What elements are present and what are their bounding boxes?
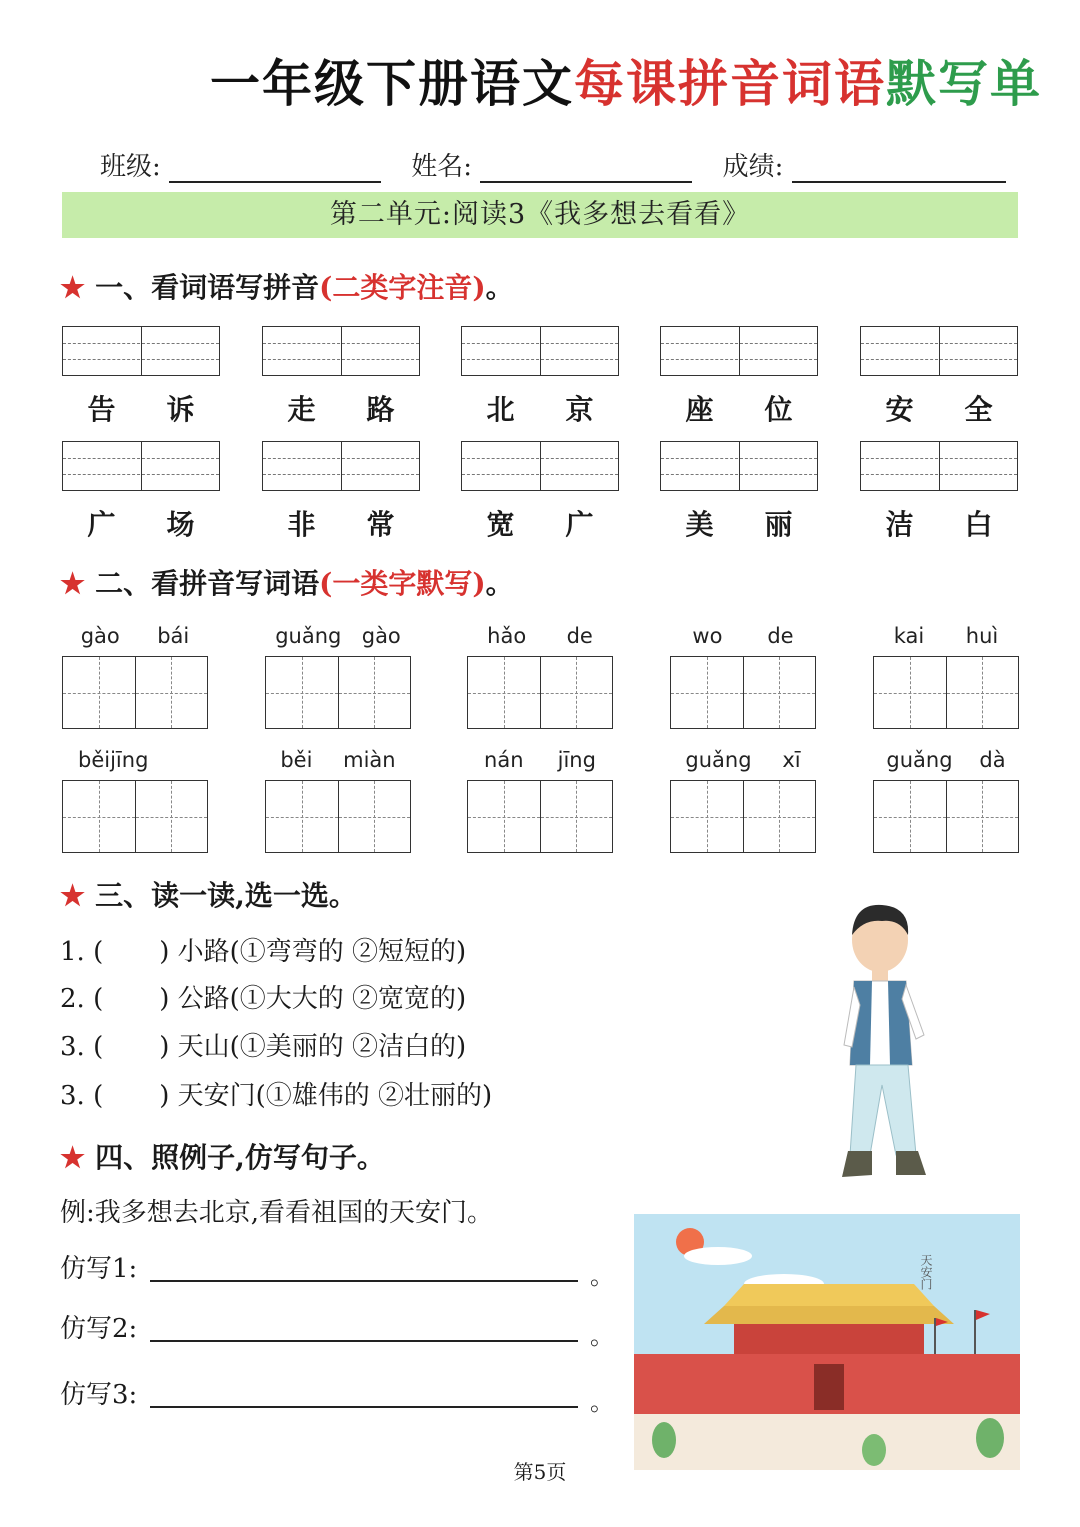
- choice-close: ): [159, 1081, 170, 1111]
- hanzi-char: 北: [486, 393, 515, 426]
- pinyin-grid[interactable]: [860, 441, 1018, 491]
- pinyin-grid[interactable]: [461, 441, 619, 491]
- pinyin-label: [670, 624, 816, 648]
- hanzi-char: 白: [964, 508, 993, 541]
- pinyin-syllable: xī: [782, 748, 801, 772]
- tianzige-grid[interactable]: [873, 780, 1019, 853]
- pinyin-label: [62, 624, 208, 648]
- pinyin-label: [670, 748, 816, 772]
- choice-item: [60, 978, 466, 1015]
- tianzige-grid[interactable]: [873, 656, 1019, 729]
- hanzi-char: 广: [565, 508, 594, 541]
- student-info-row: [100, 146, 1006, 183]
- class-label: 班级:: [100, 152, 161, 182]
- choice-item: [60, 1075, 492, 1112]
- hanzi-char: 走: [287, 393, 316, 426]
- rewrite-label: 仿写3:: [60, 1380, 138, 1410]
- rewrite-label: 仿写2:: [60, 1314, 138, 1344]
- pinyin-grid[interactable]: [860, 326, 1018, 376]
- section4-heading: [60, 1136, 385, 1176]
- choice-number: 3. (: [60, 1032, 104, 1062]
- boy-illustration: [820, 895, 970, 1195]
- tianzige-grid[interactable]: [467, 780, 613, 853]
- pinyin-syllable: jīng: [557, 748, 596, 772]
- hanzi-char: 安: [885, 393, 914, 426]
- rewrite-label: 仿写1:: [60, 1254, 138, 1284]
- section2-note: (一类字默写): [319, 567, 486, 600]
- choice-item: [60, 1026, 466, 1063]
- hanzi-char: 广: [87, 508, 116, 541]
- rewrite-line[interactable]: [150, 1406, 578, 1408]
- pinyin-syllable: kai: [893, 624, 925, 648]
- pinyin-grid[interactable]: [62, 441, 220, 491]
- star-icon: ★: [60, 567, 86, 600]
- pinyin-syllable: běijīng: [78, 748, 149, 772]
- hanzi-char: 全: [964, 393, 993, 426]
- choice-item: [60, 931, 466, 968]
- hanzi-char: 告: [87, 393, 116, 426]
- section3-heading: [60, 874, 357, 914]
- pinyin-syllable: wo: [692, 624, 723, 648]
- word-characters: [62, 503, 220, 543]
- pinyin-label: [873, 624, 1019, 648]
- tianzige-grid[interactable]: [62, 780, 208, 853]
- worksheet-title: [0, 52, 1080, 116]
- pinyin-label: [873, 748, 1019, 772]
- pinyin-grid[interactable]: [660, 326, 818, 376]
- name-field[interactable]: [480, 155, 692, 183]
- tianzige-grid[interactable]: [670, 656, 816, 729]
- rewrite-end: 。: [590, 1262, 614, 1290]
- word-characters: [62, 388, 220, 428]
- pinyin-syllable: gào: [80, 624, 120, 648]
- pinyin-grid[interactable]: [461, 326, 619, 376]
- pinyin-syllable: hǎo: [487, 624, 527, 648]
- hanzi-char: 美: [685, 508, 714, 541]
- hanzi-char: 京: [565, 393, 594, 426]
- pinyin-syllable: dà: [979, 748, 1006, 772]
- pinyin-label: [467, 748, 613, 772]
- rewrite-end: 。: [590, 1322, 614, 1350]
- word-characters: [262, 388, 420, 428]
- hanzi-char: 洁: [885, 508, 914, 541]
- pinyin-label: [62, 748, 208, 772]
- score-field[interactable]: [792, 155, 1006, 183]
- pinyin-grid[interactable]: [262, 441, 420, 491]
- hanzi-char: 宽: [486, 508, 515, 541]
- hanzi-char: 丽: [764, 508, 793, 541]
- section1-heading: [60, 266, 514, 306]
- choice-text: 小路(①弯弯的 ②短短的): [177, 937, 467, 967]
- pinyin-syllable: de: [767, 624, 794, 648]
- hanzi-char: 位: [764, 393, 793, 426]
- choice-text: 天山(①美丽的 ②洁白的): [177, 1032, 467, 1062]
- hanzi-char: 座: [685, 393, 714, 426]
- section2-title: 二、看拼音写词语: [95, 567, 320, 600]
- rewrite-line[interactable]: [150, 1340, 578, 1342]
- star-icon: ★: [60, 271, 86, 304]
- section4-title: 四、照例子,仿写句子。: [95, 1141, 385, 1174]
- choice-text: 天安门(①雄伟的 ②壮丽的): [177, 1081, 493, 1111]
- star-icon: ★: [60, 1141, 86, 1174]
- score-label: 成绩:: [722, 152, 784, 182]
- rewrite-line[interactable]: [150, 1280, 578, 1282]
- section1-end: 。: [485, 271, 514, 304]
- pinyin-label: [265, 748, 411, 772]
- section2-end: 。: [485, 567, 514, 600]
- pinyin-grid[interactable]: [660, 441, 818, 491]
- choice-text: 公路(①大大的 ②宽宽的): [177, 984, 467, 1014]
- word-characters: [660, 388, 818, 428]
- hanzi-char: 路: [366, 393, 395, 426]
- section3-title: 三、读一读,选一选。: [95, 879, 357, 912]
- pinyin-syllable: guǎng: [685, 748, 752, 772]
- choice-number: 3. (: [60, 1081, 104, 1111]
- pinyin-label: [467, 624, 613, 648]
- choice-close: ): [159, 1032, 170, 1062]
- title-part-2: 每课拼音词语: [574, 54, 886, 113]
- section1-title: 一、看词语写拼音: [95, 271, 320, 304]
- hanzi-char: 非: [287, 508, 316, 541]
- title-part-1: 一年级下册语文: [210, 54, 574, 113]
- star-icon: ★: [60, 879, 86, 912]
- choice-number: 2. (: [60, 984, 104, 1014]
- word-characters: [860, 503, 1018, 543]
- gate-label: [919, 1254, 933, 1290]
- choice-number: 1. (: [60, 937, 104, 967]
- tianzige-grid[interactable]: [265, 656, 411, 729]
- pinyin-syllable: nán: [484, 748, 524, 772]
- section1-note: (二类字注音): [319, 271, 486, 304]
- pinyin-grid[interactable]: [62, 326, 220, 376]
- pinyin-syllable: de: [566, 624, 593, 648]
- pinyin-grid[interactable]: [262, 326, 420, 376]
- choice-close: ): [159, 937, 170, 967]
- word-characters: [262, 503, 420, 543]
- pinyin-syllable: bái: [157, 624, 190, 648]
- pinyin-syllable: huì: [965, 624, 999, 648]
- word-characters: [860, 388, 1018, 428]
- tianzige-grid[interactable]: [467, 656, 613, 729]
- title-part-3: 默写单: [886, 54, 1042, 113]
- name-label: 姓名:: [411, 152, 473, 182]
- tianzige-grid[interactable]: [670, 780, 816, 853]
- hanzi-char: 场: [166, 508, 195, 541]
- example-sentence: 例:我多想去北京,看看祖国的天安门。: [60, 1198, 494, 1228]
- pinyin-syllable: guǎng: [275, 624, 342, 648]
- tianzige-grid[interactable]: [62, 656, 208, 729]
- word-characters: [461, 503, 619, 543]
- section2-heading: [60, 562, 514, 602]
- class-field[interactable]: [169, 155, 381, 183]
- tiananmen-illustration: [634, 1214, 1020, 1470]
- svg-text:天安门: 天安门: [919, 1254, 933, 1290]
- pinyin-syllable: miàn: [343, 748, 396, 772]
- word-characters: [461, 388, 619, 428]
- unit-banner: 第二单元:阅读3《我多想去看看》: [62, 192, 1018, 238]
- word-characters: [660, 503, 818, 543]
- choice-close: ): [159, 984, 170, 1014]
- page-number: 第5页: [513, 1460, 567, 1484]
- hanzi-char: 诉: [166, 393, 195, 426]
- pinyin-syllable: běi: [280, 748, 313, 772]
- rewrite-end: 。: [590, 1388, 614, 1416]
- pinyin-label: [265, 624, 411, 648]
- pinyin-syllable: guǎng: [886, 748, 953, 772]
- tianzige-grid[interactable]: [265, 780, 411, 853]
- hanzi-char: 常: [366, 508, 395, 541]
- pinyin-syllable: gào: [361, 624, 401, 648]
